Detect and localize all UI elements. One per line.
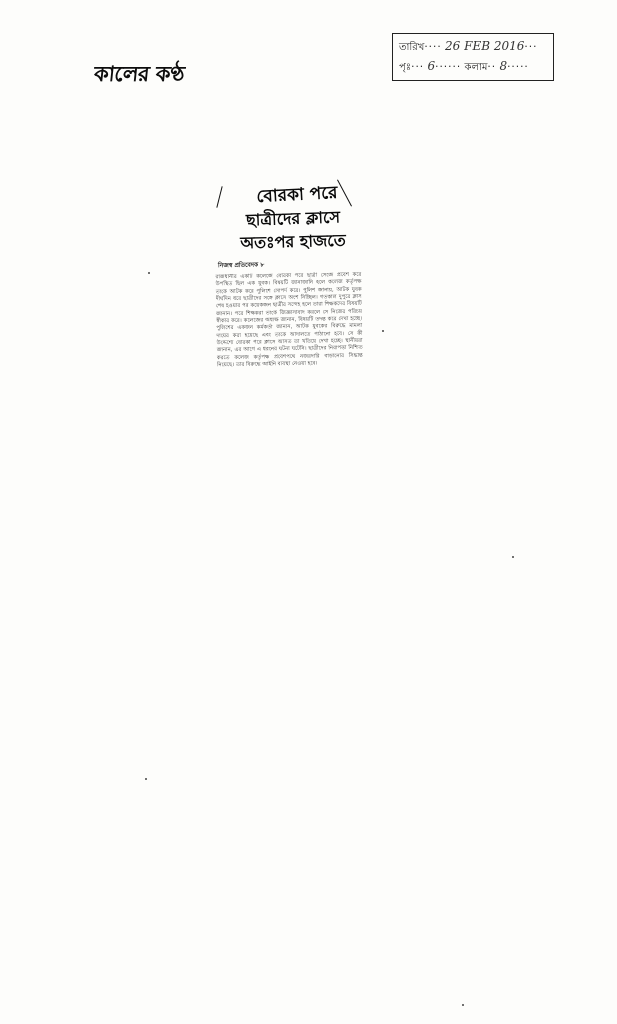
stamp-date-value: 26 FEB 2016	[445, 39, 525, 53]
scan-speck	[382, 330, 384, 332]
archive-stamp	[392, 33, 554, 81]
article-byline: নিজস্ব প্রতিবেদক ৮	[217, 261, 265, 270]
stamp-page-value: 6	[427, 59, 436, 73]
stamp-page-row: পৃঃ··· 6······ কলাম·· 8·····	[399, 59, 529, 73]
newspaper-masthead: কালের কণ্ঠ	[92, 61, 186, 86]
scan-speck	[512, 556, 514, 558]
stamp-date-row: তারিখ···· 26 FEB 2016···	[399, 39, 538, 53]
article-body: রাজধানীর একটি কলেজে বোরকা পরে ছাত্রী সেজে প্রবেশ করে উপস্থিত ছিল এক যুবক। বিষয়টি জানাজানি হলে কলেজ কর্তৃপক্ষ তাকে আটক করে পুলিশে সোপর্দ করে। পুলিশ জানায়, আটক যুবক দীর্ঘদিন ধরে ছাত্রীদের সঙ্গে ক্লাসে অংশ নিচ্ছিল। গতকাল দুপুরে ক্লাস শেষ হওয়ার পর কয়েকজন ছাত্রীর সন্দেহ হলে তারা শিক্ষকদের বিষয়টি জানান। পরে শিক্ষকরা তাকে জিজ্ঞাসাবাদ করলে সে নিজের পরিচয় স্বীকার করে। কলেজের অধ্যক্ষ জানান, বিষয়টি তদন্ত করে দেখা হচ্ছে। পুলিশের একজন কর্মকর্তা জানান, আটক যুবকের বিরুদ্ধে মামলা দায়ের করা হয়েছে এবং তাকে আদালতে পাঠানো হবে। সে কী উদ্দেশ্যে বোরকা পরে ক্লাসে আসত তা খতিয়ে দেখা হচ্ছে। স্থানীয়রা জানান, এর আগে এ ধরনের ঘটনা ঘটেনি। ছাত্রীদের নিরাপত্তা নিশ্চিত করতে কলেজ কর্তৃপক্ষ প্রবেশপথে নজরদারি বাড়ানোর সিদ্ধান্ত নিয়েছে। তার বিরুদ্ধে আইনি ব্যবস্থা নেওয়া হবে।	[215, 271, 363, 369]
scan-speck	[145, 778, 147, 780]
headline-line-1: বোরকা পরে	[255, 182, 338, 208]
scan-speck	[462, 1004, 464, 1006]
news-clipping	[215, 182, 368, 573]
stamp-column-label: কলাম	[464, 62, 488, 73]
stamp-date-label: তারিখ	[399, 42, 425, 53]
stamp-page-label: পৃঃ	[399, 62, 412, 73]
stamp-column-value: 8	[499, 59, 508, 73]
scan-speck	[148, 272, 150, 274]
headline-line-2: ছাত্রীদের ক্লাসে	[245, 207, 341, 230]
headline-line-3: অতঃপর হাজতে	[240, 230, 346, 253]
